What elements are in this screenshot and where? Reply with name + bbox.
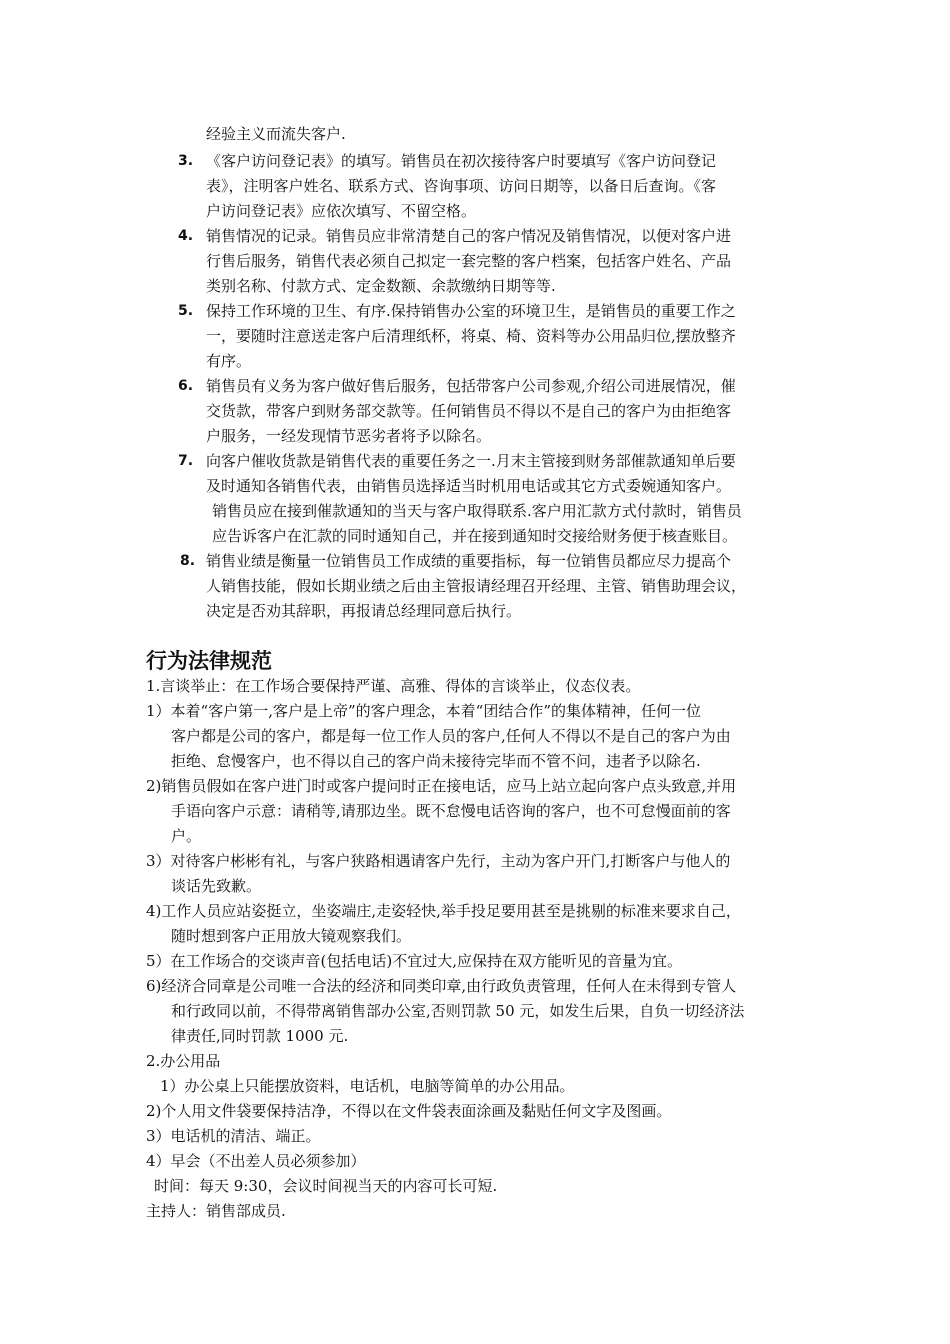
list-item-text-line: 销售员应在接到催款通知的当天与客户取得联系.客户用汇款方式付款时，销售员 — [212, 502, 742, 520]
list-number: 8. — [180, 553, 196, 569]
list-item-text-line: 人销售技能，假如长期业绩之后由主管报请经理召开经理、主管、销售助理会议， — [206, 577, 747, 595]
section-text-line: 2.办公用品 — [146, 1052, 221, 1070]
section-text-line: 客户都是公司的客户，都是每一位工作人员的客户,任何人不得以不是自己的客户为由 — [171, 727, 731, 745]
section-text-line: 时间：每天 9:30，会议时间视当天的内容可长可短. — [154, 1177, 498, 1195]
list-item-text-line: 销售业绩是衡量一位销售员工作成绩的重要指标，每一位销售员都应尽力提高个 — [206, 552, 732, 570]
section-text-line: 和行政同以前，不得带离销售部办公室,否则罚款 50 元，如发生后果，自负一切经济法 — [171, 1002, 745, 1020]
section-text-line: 2)销售员假如在客户进门时或客户提问时正在接电话，应马上站立起向客户点头致意,并用 — [146, 777, 737, 795]
section-text-line: 4)工作人员应站姿挺立，坐姿端庄,走姿轻快,举手投足要用甚至是挑剔的标准来要求自己， — [146, 902, 741, 920]
section-text-line: 随时想到客户正用放大镜观察我们。 — [171, 927, 412, 945]
section-text-line: 2)个人用文件袋要保持洁净，不得以在文件袋表面涂画及黏贴任何文字及图画。 — [146, 1102, 672, 1120]
list-item-text-line: 《客户访问登记表》的填写。销售员在初次接待客户时要填写《客户访问登记 — [206, 152, 717, 170]
section-text-line: 主持人：销售部成员. — [146, 1202, 286, 1220]
section-text-line: 谈话先致歉。 — [171, 877, 262, 895]
list-item-text-line: 及时通知各销售代表，由销售员选择适当时机用电话或其它方式委婉通知客户。 — [206, 477, 732, 495]
list-item-text-line: 行售后服务，销售代表必须自己拟定一套完整的客户档案，包括客户姓名、产品 — [206, 252, 732, 270]
list-item-text-line: 应告诉客户在汇款的同时通知自己，并在接到通知时交接给财务便于核查账目。 — [212, 527, 738, 545]
section-text-line: 1）办公桌上只能摆放资料，电话机，电脑等简单的办公用品。 — [160, 1077, 575, 1095]
section-text-line: 6)经济合同章是公司唯一合法的经济和同类印章,由行政负责管理，任何人在未得到专管人 — [146, 977, 737, 995]
list-item-text-line: 户访问登记表》应依次填写、不留空格。 — [206, 202, 477, 220]
list-number: 7. — [178, 453, 194, 469]
list-item-text-line: 一，要随时注意送走客户后清理纸杯，将桌、椅、资料等办公用品归位,摆放整齐 — [206, 327, 736, 345]
list-item-text-line: 经验主义而流失客户. — [206, 125, 346, 143]
section-text-line: 律责任,同时罚款 1000 元. — [171, 1027, 349, 1045]
list-number: 3. — [178, 153, 194, 169]
list-number: 6. — [178, 378, 194, 394]
list-number: 5. — [178, 303, 194, 319]
section-text-line: 5）在工作场合的交谈声音(包括电话)不宜过大,应保持在双方能听见的音量为宜。 — [146, 952, 683, 970]
list-item-text-line: 销售员有义务为客户做好售后服务，包括带客户公司参观,介绍公司进展情况，催 — [206, 377, 736, 395]
list-item-text-line: 有序。 — [206, 352, 252, 370]
section-text-line: 1.言谈举止：在工作场合要保持严谨、高雅、得体的言谈举止，仪态仪表。 — [146, 677, 641, 695]
section-text-line: 1）本着“客户第一,客户是上帝”的客户理念，本着“团结合作”的集体精神，任何一位 — [146, 702, 701, 720]
list-number: 4. — [178, 228, 194, 244]
list-item-text-line: 销售情况的记录。销售员应非常清楚自己的客户情况及销售情况，以便对客户进 — [206, 227, 732, 245]
section-text-line: 3）电话机的清洁、端正。 — [146, 1127, 321, 1145]
section-text-line: 3）对待客户彬彬有礼，与客户狭路相遇请客户先行，主动为客户开门,打断客户与他人的 — [146, 852, 731, 870]
list-item-text-line: 保持工作环境的卫生、有序.保持销售办公室的环境卫生，是销售员的重要工作之 — [206, 302, 736, 320]
list-item-text-line: 户服务，一经发现情节恶劣者将予以除名。 — [206, 427, 492, 445]
section-text-line: 手语向客户示意：请稍等,请那边坐。既不怠慢电话咨询的客户，也不可怠慢面前的客 — [171, 802, 731, 820]
section-text-line: 4）早会（不出差人员必须参加） — [146, 1152, 366, 1170]
list-item-text-line: 向客户催收货款是销售代表的重要任务之一.月末主管接到财务部催款通知单后要 — [206, 452, 736, 470]
list-item-text-line: 表》，注明客户姓名、联系方式、咨询事项、访问日期等，以备日后查询。《客 — [206, 177, 717, 195]
list-item-text-line: 交货款，带客户到财务部交款等。任何销售员不得以不是自己的客户为由拒绝客 — [206, 402, 732, 420]
section-text-line: 拒绝、怠慢客户，也不得以自己的客户尚未接待完毕而不管不问，违者予以除名. — [171, 752, 701, 770]
list-item-text-line: 类别名称、付款方式、定金数额、余款缴纳日期等等. — [206, 277, 556, 295]
section-heading: 行为法律规范 — [146, 649, 272, 673]
list-item-text-line: 决定是否劝其辞职，再报请总经理同意后执行。 — [206, 602, 522, 620]
section-text-line: 户。 — [171, 827, 202, 845]
